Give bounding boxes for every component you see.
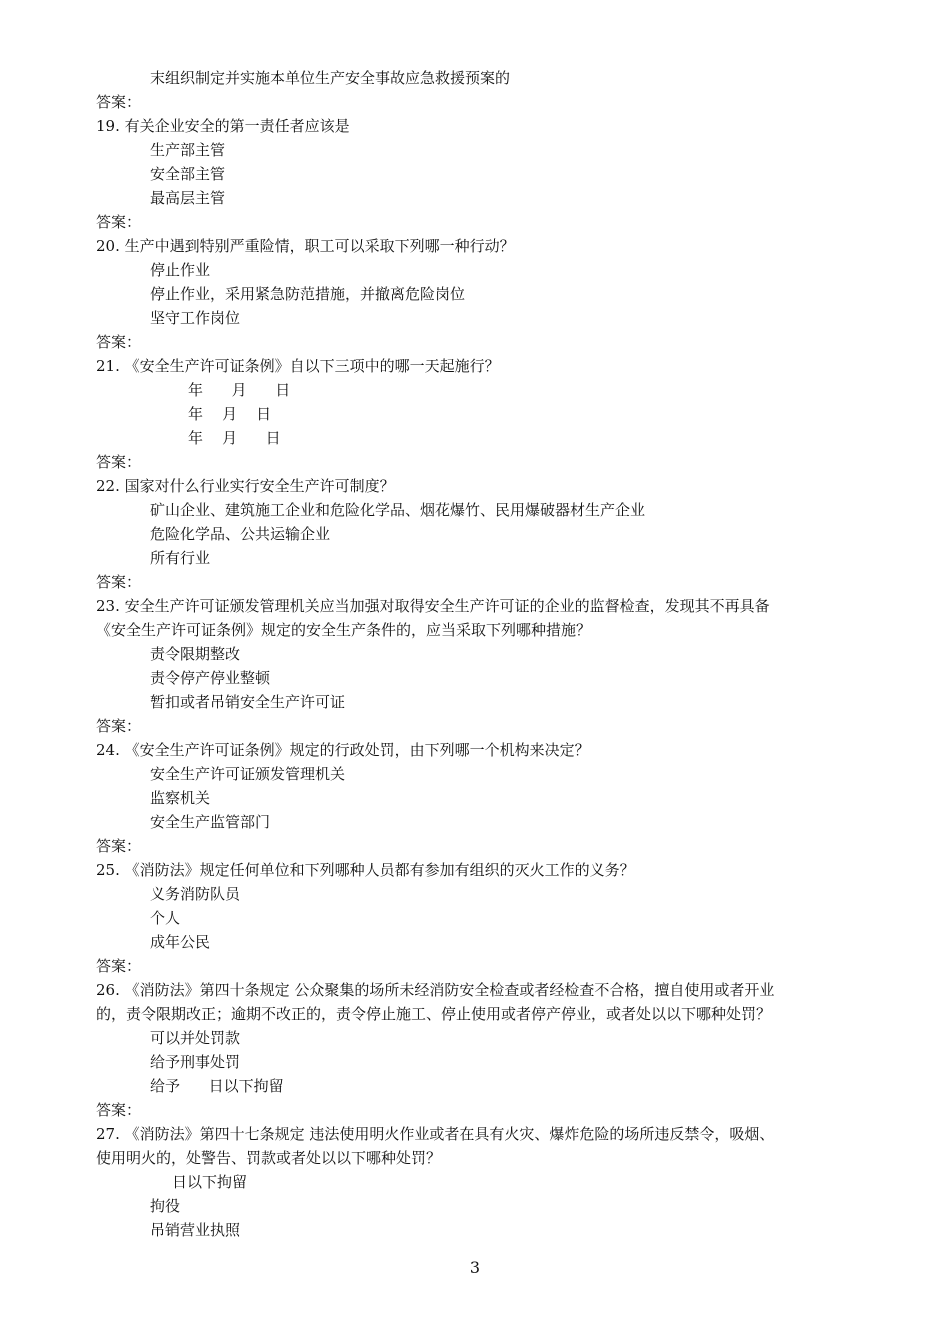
page-number: 3	[469, 1258, 481, 1277]
option: 监察机关	[150, 789, 211, 807]
option: 吊销营业执照	[150, 1221, 241, 1239]
option: 安全生产许可证颁发管理机关	[150, 765, 346, 783]
question-26: 26. 《消防法》第四十条规定 公众聚集的场所未经消防安全检查或者经检查不合格，擅自使用或者开业	[96, 981, 775, 999]
option: 最高层主管	[150, 189, 226, 207]
question-27-continued: 使用明火的，处警告、罚款或者处以以下哪种处罚？	[96, 1149, 442, 1167]
option: 给予 日以下拘留	[150, 1077, 284, 1095]
question-19: 19. 有关企业安全的第一责任者应该是	[96, 117, 350, 135]
option: 停止作业	[150, 261, 211, 279]
option: 年 月 日	[188, 429, 281, 447]
option: 日以下拘留	[172, 1173, 248, 1191]
text-line: 末组织制定并实施本单位生产安全事故应急救援预案的	[150, 69, 511, 87]
option: 成年公民	[150, 933, 211, 951]
option: 义务消防队员	[150, 885, 241, 903]
option: 可以并处罚款	[150, 1029, 241, 1047]
option: 个人	[150, 909, 181, 927]
answer-label: 答案：	[96, 1101, 142, 1119]
option: 停止作业，采用紧急防范措施，并撤离危险岗位	[150, 285, 466, 303]
option: 安全部主管	[150, 165, 226, 183]
question-26-continued: 的，责令限期改正；逾期不改正的，责令停止施工、停止使用或者停产停业，或者处以以下哪种处罚？	[96, 1005, 772, 1023]
question-20: 20. 生产中遇到特别严重险情，职工可以采取下列哪一种行动？	[96, 237, 515, 255]
question-23: 23. 安全生产许可证颁发管理机关应当加强对取得安全生产许可证的企业的监督检查，发现其不再具备	[96, 597, 770, 615]
question-22: 22. 国家对什么行业实行安全生产许可制度？	[96, 477, 395, 495]
question-25: 25. 《消防法》规定任何单位和下列哪种人员都有参加有组织的灭火工作的义务？	[96, 861, 635, 879]
answer-label: 答案：	[96, 213, 142, 231]
option: 暂扣或者吊销安全生产许可证	[150, 693, 346, 711]
option: 年 月 日	[188, 405, 272, 423]
answer-label: 答案：	[96, 837, 142, 855]
option: 坚守工作岗位	[150, 309, 241, 327]
option: 矿山企业、建筑施工企业和危险化学品、烟花爆竹、民用爆破器材生产企业	[150, 501, 646, 519]
option: 所有行业	[150, 549, 211, 567]
answer-label: 答案：	[96, 717, 142, 735]
question-27: 27. 《消防法》第四十七条规定 违法使用明火作业或者在具有火灾、爆炸危险的场所违反禁令，吸烟、	[96, 1125, 775, 1143]
option: 责令限期整改	[150, 645, 241, 663]
option: 给予刑事处罚	[150, 1053, 241, 1071]
option: 安全生产监管部门	[150, 813, 271, 831]
option: 年 月 日	[188, 381, 291, 399]
answer-label: 答案：	[96, 957, 142, 975]
answer-label: 答案：	[96, 573, 142, 591]
answer-label: 答案：	[96, 453, 142, 471]
option: 拘役	[150, 1197, 181, 1215]
question-21: 21. 《安全生产许可证条例》自以下三项中的哪一天起施行？	[96, 357, 500, 375]
question-23-continued: 《安全生产许可证条例》规定的安全生产条件的，应当采取下列哪种措施？	[96, 621, 592, 639]
answer-label: 答案：	[96, 93, 142, 111]
answer-label: 答案：	[96, 333, 142, 351]
option: 责令停产停业整顿	[150, 669, 271, 687]
option: 生产部主管	[150, 141, 226, 159]
option: 危险化学品、公共运输企业	[150, 525, 331, 543]
question-24: 24. 《安全生产许可证条例》规定的行政处罚，由下列哪一个机构来决定？	[96, 741, 590, 759]
